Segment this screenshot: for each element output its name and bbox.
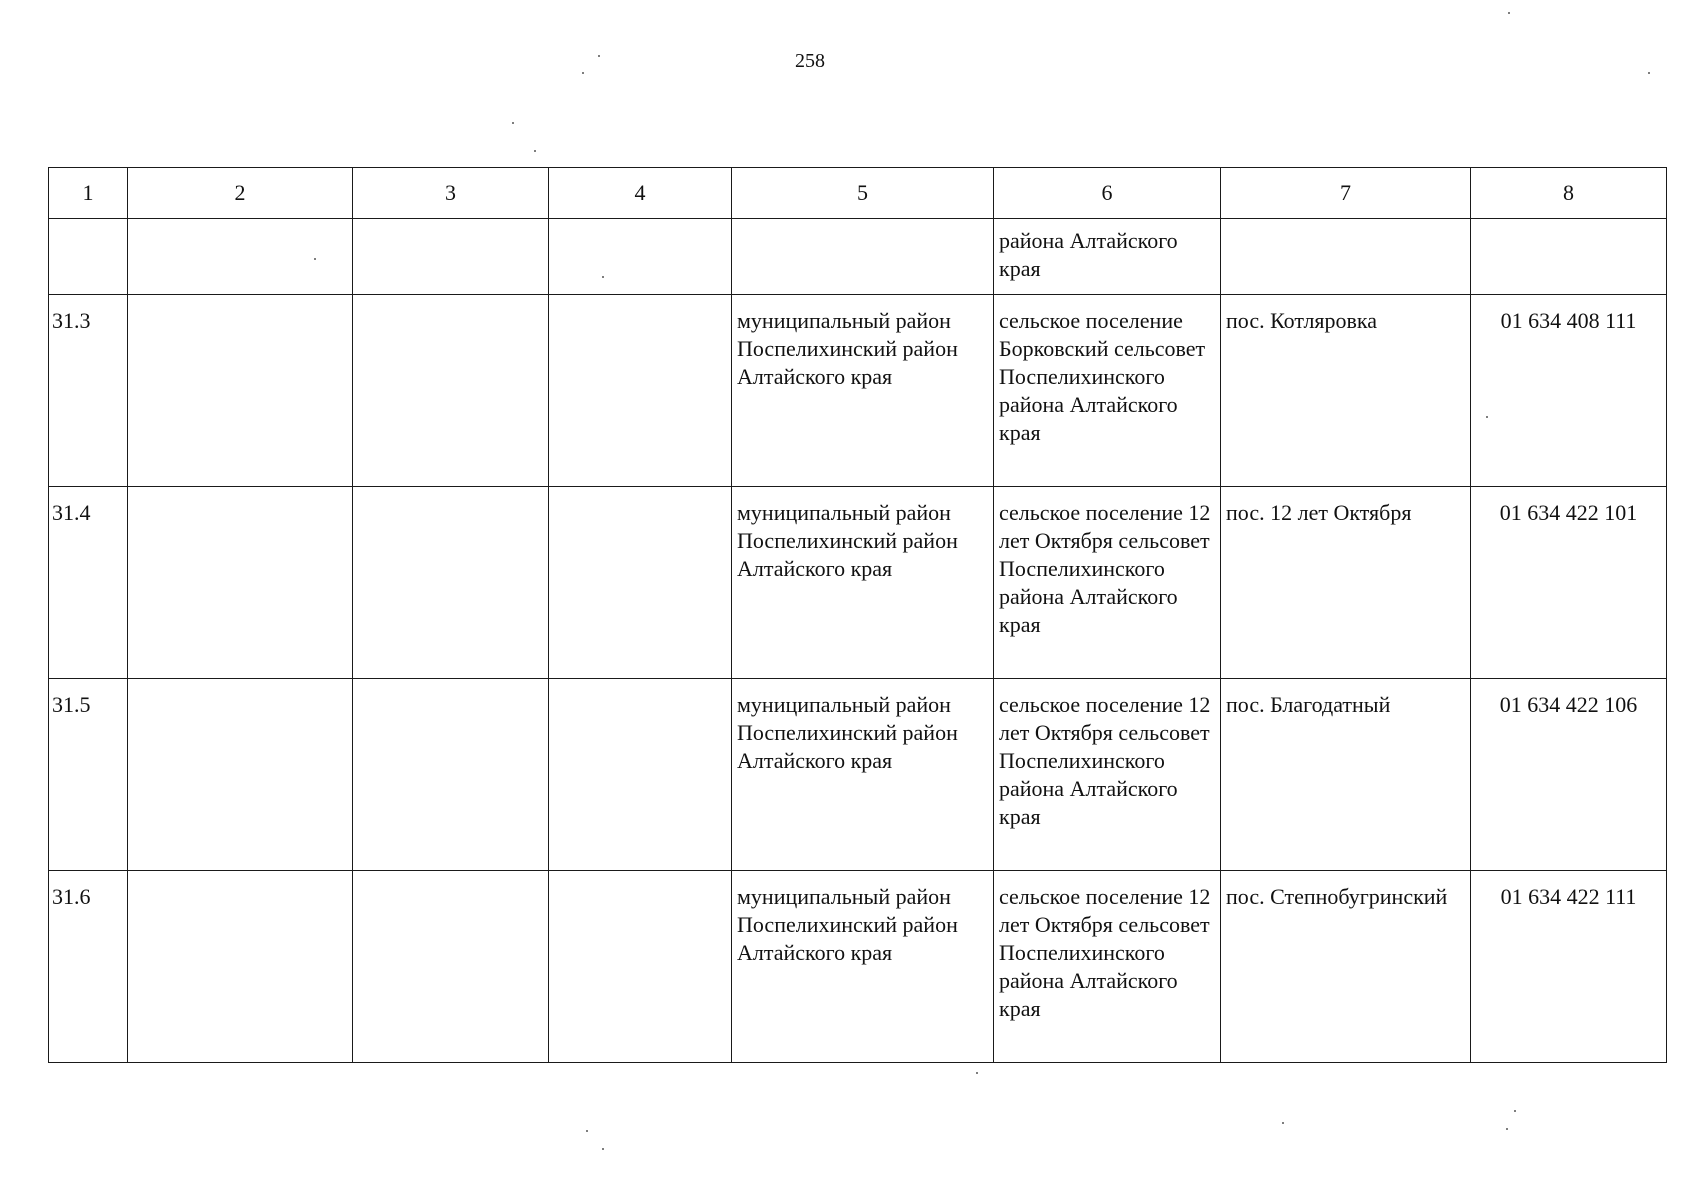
scan-speck (1506, 1128, 1508, 1130)
table-cell (549, 679, 732, 871)
row-number-cell: 31.6 (49, 871, 128, 1063)
table-cell (353, 487, 549, 679)
row-number-cell: 31.5 (49, 679, 128, 871)
table-cell (549, 295, 732, 487)
table-cell (353, 295, 549, 487)
table-row (49, 487, 1667, 679)
scan-speck (582, 72, 584, 74)
column-header: 2 (128, 168, 353, 219)
registry-table (48, 167, 1667, 1063)
table-cell (353, 219, 549, 295)
scan-speck (512, 122, 514, 124)
scan-speck (1514, 1110, 1516, 1112)
column-header: 6 (994, 168, 1221, 219)
table-cell (128, 679, 353, 871)
municipal-district-cell: муниципальный район Поспелихинский район Алтайского края (732, 679, 994, 871)
settlement-cell: сельское поселение 12 лет Октября сельсовет Поспелихинского района Алтайского края (994, 871, 1221, 1063)
table-cell (128, 487, 353, 679)
locality-cell (1221, 219, 1471, 295)
scan-speck (1486, 416, 1488, 418)
table-cell (353, 679, 549, 871)
scan-speck (314, 258, 316, 260)
scan-speck (534, 150, 536, 152)
scan-speck (602, 276, 604, 278)
scan-speck (586, 1130, 588, 1132)
table-cell (549, 871, 732, 1063)
scan-speck (1282, 1122, 1284, 1124)
row-number-cell (49, 219, 128, 295)
column-header: 7 (1221, 168, 1471, 219)
column-header: 5 (732, 168, 994, 219)
column-header: 8 (1471, 168, 1667, 219)
row-number-cell: 31.4 (49, 487, 128, 679)
scan-speck (602, 1148, 604, 1150)
column-header: 3 (353, 168, 549, 219)
settlement-cell: сельское поселение 12 лет Октября сельсовет Поспелихинского района Алтайского края (994, 487, 1221, 679)
page-number: 258 (795, 50, 825, 72)
column-header: 1 (49, 168, 128, 219)
settlement-cell: сельское поселение Борковский сельсовет Поспелихинского района Алтайского края (994, 295, 1221, 487)
municipal-district-cell: муниципальный район Поспелихинский район Алтайского края (732, 295, 994, 487)
table-row (49, 871, 1667, 1063)
code-cell (1471, 219, 1667, 295)
table-cell (128, 219, 353, 295)
table-header-row (49, 168, 1667, 219)
code-cell: 01 634 422 111 (1471, 871, 1667, 1063)
locality-cell: пос. Степнобугринский (1221, 871, 1471, 1063)
locality-cell: пос. Котляровка (1221, 295, 1471, 487)
scan-speck (598, 55, 600, 57)
table-cell (128, 871, 353, 1063)
scan-speck (976, 1072, 978, 1074)
locality-cell: пос. Благодатный (1221, 679, 1471, 871)
scan-speck (1648, 72, 1650, 74)
code-cell: 01 634 422 106 (1471, 679, 1667, 871)
table-row (49, 679, 1667, 871)
settlement-cell: района Алтайского края (994, 219, 1221, 295)
table-cell (128, 295, 353, 487)
code-cell: 01 634 422 101 (1471, 487, 1667, 679)
table-row (49, 219, 1667, 295)
table-cell (549, 219, 732, 295)
code-cell: 01 634 408 111 (1471, 295, 1667, 487)
municipal-district-cell (732, 219, 994, 295)
table-cell (353, 871, 549, 1063)
municipal-district-cell: муниципальный район Поспелихинский район Алтайского края (732, 871, 994, 1063)
column-header: 4 (549, 168, 732, 219)
locality-cell: пос. 12 лет Октября (1221, 487, 1471, 679)
municipal-district-cell: муниципальный район Поспелихинский район Алтайского края (732, 487, 994, 679)
table-cell (549, 487, 732, 679)
table-row (49, 295, 1667, 487)
scan-speck (1508, 12, 1510, 14)
settlement-cell: сельское поселение 12 лет Октября сельсовет Поспелихинского района Алтайского края (994, 679, 1221, 871)
row-number-cell: 31.3 (49, 295, 128, 487)
